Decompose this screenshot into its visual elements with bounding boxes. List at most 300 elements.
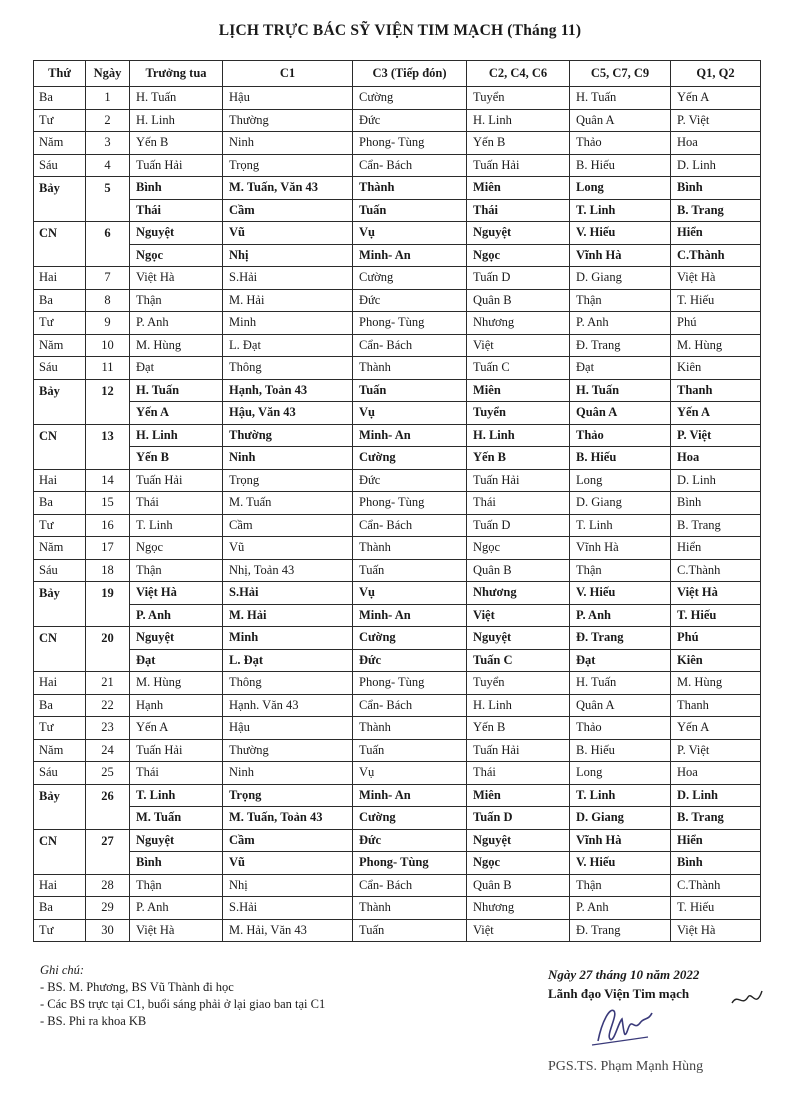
col-header-c5-c7-c9: C5, C7, C9 [570, 61, 671, 87]
table-row [34, 649, 761, 672]
c2-c4-c6-cell: Tuấn C [467, 357, 570, 380]
c1-cell: Cầm [223, 199, 353, 222]
q1-q2-cell: P. Việt [671, 109, 761, 132]
note-item: - Các BS trực tại C1, buổi sáng phải ở lại giao ban tại C1 [40, 996, 325, 1013]
c2-c4-c6-cell: Ngọc [467, 244, 570, 267]
truong-tua-cell: Thận [130, 874, 223, 897]
c2-c4-c6-cell: Nguyệt [467, 627, 570, 650]
c2-c4-c6-cell: Nhương [467, 312, 570, 335]
table-row [34, 582, 761, 605]
day-of-week-cell: Tư [34, 919, 86, 942]
c3-cell: Cường [353, 807, 467, 830]
q1-q2-cell: B. Trang [671, 199, 761, 222]
q1-q2-cell: Hoa [671, 762, 761, 785]
c5-c7-c9-cell: Thảo [570, 132, 671, 155]
table-row [34, 87, 761, 110]
c2-c4-c6-cell: Việt [467, 919, 570, 942]
table-row [34, 402, 761, 425]
table-row [34, 919, 761, 942]
c1-cell: M. Hải, Văn 43 [223, 919, 353, 942]
c2-c4-c6-cell: Ngọc [467, 537, 570, 560]
c5-c7-c9-cell: D. Giang [570, 267, 671, 290]
c5-c7-c9-cell: T. Linh [570, 784, 671, 807]
initials-scribble [728, 985, 768, 1015]
date-cell: 2 [86, 109, 130, 132]
c2-c4-c6-cell: Việt [467, 604, 570, 627]
day-of-week-cell: Ba [34, 694, 86, 717]
c3-cell: Tuấn [353, 919, 467, 942]
c3-cell: Cường [353, 447, 467, 470]
c5-c7-c9-cell: V. Hiếu [570, 852, 671, 875]
truong-tua-cell: Việt Hà [130, 582, 223, 605]
q1-q2-cell: Bình [671, 852, 761, 875]
truong-tua-cell: M. Tuấn [130, 807, 223, 830]
table-row [34, 109, 761, 132]
table-row [34, 874, 761, 897]
table-row [34, 132, 761, 155]
c2-c4-c6-cell: Việt [467, 334, 570, 357]
date-cell: 3 [86, 132, 130, 155]
c2-c4-c6-cell: Yến B [467, 132, 570, 155]
c5-c7-c9-cell: Đạt [570, 357, 671, 380]
c1-cell: S.Hải [223, 897, 353, 920]
c1-cell: Ninh [223, 132, 353, 155]
c1-cell: M. Tuấn, Văn 43 [223, 177, 353, 200]
date-cell: 4 [86, 154, 130, 177]
c5-c7-c9-cell: Vĩnh Hà [570, 829, 671, 852]
c1-cell: Cầm [223, 514, 353, 537]
schedule-table [33, 60, 761, 942]
c5-c7-c9-cell: D. Giang [570, 492, 671, 515]
date-cell: 17 [86, 537, 130, 560]
signature-date: Ngày 27 tháng 10 năm 2022 [548, 967, 700, 982]
q1-q2-cell: Thanh [671, 694, 761, 717]
table-row [34, 469, 761, 492]
day-of-week-cell: Sáu [34, 559, 86, 582]
c3-cell: Thành [353, 897, 467, 920]
c3-cell: Vụ [353, 222, 467, 245]
c1-cell: Vũ [223, 537, 353, 560]
c2-c4-c6-cell: Tuấn Hải [467, 469, 570, 492]
truong-tua-cell: Thái [130, 762, 223, 785]
table-header-row [34, 61, 761, 87]
c5-c7-c9-cell: V. Hiếu [570, 582, 671, 605]
truong-tua-cell: Yến A [130, 717, 223, 740]
c3-cell: Cẩn- Bách [353, 874, 467, 897]
c5-c7-c9-cell: Vĩnh Hà [570, 244, 671, 267]
c3-cell: Tuấn [353, 559, 467, 582]
c5-c7-c9-cell: Thảo [570, 717, 671, 740]
table-row [34, 694, 761, 717]
day-of-week-cell: Năm [34, 739, 86, 762]
q1-q2-cell: Phú [671, 627, 761, 650]
table-row [34, 627, 761, 650]
q1-q2-cell: C.Thành [671, 874, 761, 897]
c1-cell: Hậu [223, 717, 353, 740]
signature-leader: Lãnh đạo Viện Tim mạch [548, 986, 690, 1001]
day-of-week-cell: Bảy [34, 379, 86, 424]
c3-cell: Đức [353, 469, 467, 492]
date-cell: 24 [86, 739, 130, 762]
truong-tua-cell: Hạnh [130, 694, 223, 717]
col-header-thu: Thứ [34, 61, 86, 87]
q1-q2-cell: Bình [671, 177, 761, 200]
q1-q2-cell: D. Linh [671, 154, 761, 177]
day-of-week-cell: Tư [34, 312, 86, 335]
c3-cell: Vụ [353, 402, 467, 425]
table-row [34, 244, 761, 267]
table-row [34, 739, 761, 762]
truong-tua-cell: H. Linh [130, 424, 223, 447]
day-of-week-cell: Hai [34, 469, 86, 492]
q1-q2-cell: Yến A [671, 87, 761, 110]
signer-name: PGS.TS. Phạm Mạnh Hùng [548, 1059, 704, 1074]
table-row [34, 604, 761, 627]
c5-c7-c9-cell: B. Hiếu [570, 447, 671, 470]
q1-q2-cell: C.Thành [671, 244, 761, 267]
col-header-c2-c4-c6: C2, C4, C6 [467, 61, 570, 87]
c1-cell: Vũ [223, 852, 353, 875]
day-of-week-cell: Ba [34, 87, 86, 110]
date-cell: 16 [86, 514, 130, 537]
c1-cell: Thường [223, 424, 353, 447]
c1-cell: L. Đạt [223, 649, 353, 672]
note-item: - BS. Phi ra khoa KB [40, 1013, 325, 1030]
day-of-week-cell: Ba [34, 897, 86, 920]
c2-c4-c6-cell: Tuyển [467, 87, 570, 110]
date-cell: 7 [86, 267, 130, 290]
table-row [34, 379, 761, 402]
q1-q2-cell: T. Hiếu [671, 604, 761, 627]
q1-q2-cell: Hoa [671, 132, 761, 155]
date-cell: 22 [86, 694, 130, 717]
c2-c4-c6-cell: Tuấn D [467, 807, 570, 830]
c1-cell: M. Tuấn [223, 492, 353, 515]
q1-q2-cell: Việt Hà [671, 582, 761, 605]
q1-q2-cell: D. Linh [671, 469, 761, 492]
c2-c4-c6-cell: Tuấn Hải [467, 739, 570, 762]
c1-cell: M. Tuấn, Toản 43 [223, 807, 353, 830]
c5-c7-c9-cell: Long [570, 177, 671, 200]
c3-cell: Phong- Tùng [353, 492, 467, 515]
date-cell: 20 [86, 627, 130, 672]
truong-tua-cell: Yến B [130, 132, 223, 155]
table-row [34, 334, 761, 357]
q1-q2-cell: Yến A [671, 402, 761, 425]
table-row [34, 537, 761, 560]
table-row [34, 807, 761, 830]
table-row [34, 267, 761, 290]
c5-c7-c9-cell: P. Anh [570, 604, 671, 627]
truong-tua-cell: M. Hùng [130, 672, 223, 695]
c5-c7-c9-cell: P. Anh [570, 312, 671, 335]
truong-tua-cell: Nguyệt [130, 627, 223, 650]
c3-cell: Đức [353, 829, 467, 852]
c5-c7-c9-cell: Long [570, 469, 671, 492]
q1-q2-cell: Yến A [671, 717, 761, 740]
day-of-week-cell: Năm [34, 334, 86, 357]
c2-c4-c6-cell: Quân B [467, 874, 570, 897]
schedule-body [34, 87, 761, 942]
c5-c7-c9-cell: T. Linh [570, 199, 671, 222]
c2-c4-c6-cell: H. Linh [467, 694, 570, 717]
day-of-week-cell: Ba [34, 492, 86, 515]
table-row [34, 177, 761, 200]
truong-tua-cell: H. Tuấn [130, 87, 223, 110]
date-cell: 13 [86, 424, 130, 469]
c1-cell: L. Đạt [223, 334, 353, 357]
table-row [34, 762, 761, 785]
table-row [34, 154, 761, 177]
c5-c7-c9-cell: Vĩnh Hà [570, 537, 671, 560]
c2-c4-c6-cell: H. Linh [467, 109, 570, 132]
c1-cell: Trọng [223, 154, 353, 177]
c3-cell: Phong- Tùng [353, 132, 467, 155]
c1-cell: S.Hải [223, 582, 353, 605]
table-row [34, 784, 761, 807]
q1-q2-cell: Bình [671, 492, 761, 515]
c5-c7-c9-cell: B. Hiếu [570, 739, 671, 762]
truong-tua-cell: Ngọc [130, 244, 223, 267]
truong-tua-cell: Yến B [130, 447, 223, 470]
date-cell: 29 [86, 897, 130, 920]
table-row [34, 312, 761, 335]
day-of-week-cell: Năm [34, 132, 86, 155]
truong-tua-cell: Thái [130, 492, 223, 515]
c5-c7-c9-cell: Thận [570, 874, 671, 897]
q1-q2-cell: Kiên [671, 649, 761, 672]
c3-cell: Minh- An [353, 424, 467, 447]
truong-tua-cell: T. Linh [130, 514, 223, 537]
c5-c7-c9-cell: Quân A [570, 402, 671, 425]
c1-cell: Hạnh, Toản 43 [223, 379, 353, 402]
c1-cell: M. Hải [223, 604, 353, 627]
truong-tua-cell: Yến A [130, 402, 223, 425]
c1-cell: Hạnh. Văn 43 [223, 694, 353, 717]
q1-q2-cell: Phú [671, 312, 761, 335]
date-cell: 21 [86, 672, 130, 695]
col-header-c1: C1 [223, 61, 353, 87]
c1-cell: M. Hải [223, 289, 353, 312]
c2-c4-c6-cell: Ngọc [467, 852, 570, 875]
c5-c7-c9-cell: B. Hiếu [570, 154, 671, 177]
c3-cell: Đức [353, 109, 467, 132]
c3-cell: Cẩn- Bách [353, 694, 467, 717]
date-cell: 14 [86, 469, 130, 492]
day-of-week-cell: Năm [34, 537, 86, 560]
day-of-week-cell: Bảy [34, 784, 86, 829]
c2-c4-c6-cell: Thái [467, 762, 570, 785]
c5-c7-c9-cell: H. Tuấn [570, 379, 671, 402]
truong-tua-cell: P. Anh [130, 604, 223, 627]
table-row [34, 492, 761, 515]
c3-cell: Đức [353, 289, 467, 312]
col-header-c3: C3 (Tiếp đón) [353, 61, 467, 87]
date-cell: 8 [86, 289, 130, 312]
c1-cell: Trọng [223, 784, 353, 807]
c5-c7-c9-cell: Đ. Trang [570, 627, 671, 650]
c5-c7-c9-cell: D. Giang [570, 807, 671, 830]
day-of-week-cell: Sáu [34, 762, 86, 785]
c1-cell: Trọng [223, 469, 353, 492]
date-cell: 28 [86, 874, 130, 897]
c2-c4-c6-cell: Miên [467, 177, 570, 200]
c2-c4-c6-cell: Thái [467, 492, 570, 515]
truong-tua-cell: Bình [130, 852, 223, 875]
c5-c7-c9-cell: Thảo [570, 424, 671, 447]
table-row [34, 222, 761, 245]
date-cell: 30 [86, 919, 130, 942]
c3-cell: Phong- Tùng [353, 672, 467, 695]
truong-tua-cell: Tuấn Hải [130, 469, 223, 492]
c3-cell: Cường [353, 267, 467, 290]
truong-tua-cell: Ngọc [130, 537, 223, 560]
truong-tua-cell: H. Tuấn [130, 379, 223, 402]
truong-tua-cell: Nguyệt [130, 829, 223, 852]
truong-tua-cell: Thận [130, 289, 223, 312]
c3-cell: Thành [353, 537, 467, 560]
q1-q2-cell: T. Hiếu [671, 897, 761, 920]
truong-tua-cell: T. Linh [130, 784, 223, 807]
date-cell: 25 [86, 762, 130, 785]
date-cell: 11 [86, 357, 130, 380]
day-of-week-cell: Bảy [34, 177, 86, 222]
c5-c7-c9-cell: Đ. Trang [570, 334, 671, 357]
c2-c4-c6-cell: Nguyệt [467, 829, 570, 852]
c3-cell: Minh- An [353, 244, 467, 267]
c5-c7-c9-cell: V. Hiếu [570, 222, 671, 245]
truong-tua-cell: Đạt [130, 357, 223, 380]
day-of-week-cell: CN [34, 222, 86, 267]
col-header-truong-tua: Trưởng tua [130, 61, 223, 87]
c2-c4-c6-cell: Quân B [467, 289, 570, 312]
c3-cell: Tuấn [353, 739, 467, 762]
notes-section [40, 962, 325, 1030]
q1-q2-cell: Kiên [671, 357, 761, 380]
q1-q2-cell: D. Linh [671, 784, 761, 807]
date-cell: 26 [86, 784, 130, 829]
note-item: - BS. M. Phương, BS Vũ Thành đi học [40, 979, 325, 996]
q1-q2-cell: Việt Hà [671, 919, 761, 942]
truong-tua-cell: H. Linh [130, 109, 223, 132]
truong-tua-cell: Việt Hà [130, 267, 223, 290]
day-of-week-cell: Tư [34, 514, 86, 537]
c3-cell: Vụ [353, 762, 467, 785]
c5-c7-c9-cell: Thận [570, 559, 671, 582]
table-row [34, 852, 761, 875]
c5-c7-c9-cell: Đ. Trang [570, 919, 671, 942]
day-of-week-cell: Hai [34, 874, 86, 897]
table-row [34, 289, 761, 312]
q1-q2-cell: Hoa [671, 447, 761, 470]
q1-q2-cell: T. Hiếu [671, 289, 761, 312]
c1-cell: Vũ [223, 222, 353, 245]
c2-c4-c6-cell: Tuấn C [467, 649, 570, 672]
table-row [34, 357, 761, 380]
page-title: LỊCH TRỰC BÁC SỸ VIỆN TIM MẠCH (Tháng 11) [218, 22, 582, 39]
day-of-week-cell: Ba [34, 289, 86, 312]
c1-cell: Nhị [223, 244, 353, 267]
date-cell: 1 [86, 87, 130, 110]
c2-c4-c6-cell: Tuyển [467, 672, 570, 695]
date-cell: 18 [86, 559, 130, 582]
date-cell: 27 [86, 829, 130, 874]
c3-cell: Cẩn- Bách [353, 514, 467, 537]
day-of-week-cell: CN [34, 829, 86, 874]
c2-c4-c6-cell: Yến B [467, 717, 570, 740]
c5-c7-c9-cell: Long [570, 762, 671, 785]
truong-tua-cell: Thận [130, 559, 223, 582]
c5-c7-c9-cell: Thận [570, 289, 671, 312]
day-of-week-cell: Hai [34, 672, 86, 695]
truong-tua-cell: P. Anh [130, 897, 223, 920]
c3-cell: Tuấn [353, 199, 467, 222]
c2-c4-c6-cell: Nguyệt [467, 222, 570, 245]
c1-cell: S.Hải [223, 267, 353, 290]
date-cell: 12 [86, 379, 130, 424]
table-row [34, 447, 761, 470]
q1-q2-cell: M. Hùng [671, 334, 761, 357]
date-cell: 9 [86, 312, 130, 335]
day-of-week-cell: Sáu [34, 154, 86, 177]
table-row [34, 424, 761, 447]
table-row [34, 199, 761, 222]
c5-c7-c9-cell: H. Tuấn [570, 87, 671, 110]
q1-q2-cell: Hiển [671, 537, 761, 560]
q1-q2-cell: Hiển [671, 829, 761, 852]
date-cell: 15 [86, 492, 130, 515]
q1-q2-cell: Việt Hà [671, 267, 761, 290]
c3-cell: Cường [353, 87, 467, 110]
date-cell: 23 [86, 717, 130, 740]
date-cell: 6 [86, 222, 130, 267]
c1-cell: Ninh [223, 762, 353, 785]
c1-cell: Minh [223, 312, 353, 335]
q1-q2-cell: P. Việt [671, 424, 761, 447]
c5-c7-c9-cell: Đạt [570, 649, 671, 672]
c3-cell: Thành [353, 357, 467, 380]
c3-cell: Thành [353, 717, 467, 740]
c1-cell: Thường [223, 739, 353, 762]
date-cell: 19 [86, 582, 130, 627]
c5-c7-c9-cell: P. Anh [570, 897, 671, 920]
c1-cell: Thông [223, 672, 353, 695]
c1-cell: Minh [223, 627, 353, 650]
c2-c4-c6-cell: Miên [467, 784, 570, 807]
truong-tua-cell: Tuấn Hải [130, 739, 223, 762]
c2-c4-c6-cell: Tuấn Hải [467, 154, 570, 177]
truong-tua-cell: Thái [130, 199, 223, 222]
c2-c4-c6-cell: Tuấn D [467, 267, 570, 290]
c2-c4-c6-cell: Nhương [467, 582, 570, 605]
day-of-week-cell: Sáu [34, 357, 86, 380]
c2-c4-c6-cell: H. Linh [467, 424, 570, 447]
c3-cell: Cẩn- Bách [353, 154, 467, 177]
col-header-q1-q2: Q1, Q2 [671, 61, 761, 87]
c3-cell: Minh- An [353, 604, 467, 627]
c3-cell: Đức [353, 649, 467, 672]
col-header-ngay: Ngày [86, 61, 130, 87]
c2-c4-c6-cell: Tuyển [467, 402, 570, 425]
q1-q2-cell: M. Hùng [671, 672, 761, 695]
table-row [34, 559, 761, 582]
c2-c4-c6-cell: Tuấn D [467, 514, 570, 537]
c3-cell: Phong- Tùng [353, 852, 467, 875]
c3-cell: Phong- Tùng [353, 312, 467, 335]
table-row [34, 829, 761, 852]
c1-cell: Hậu, Văn 43 [223, 402, 353, 425]
date-cell: 10 [86, 334, 130, 357]
